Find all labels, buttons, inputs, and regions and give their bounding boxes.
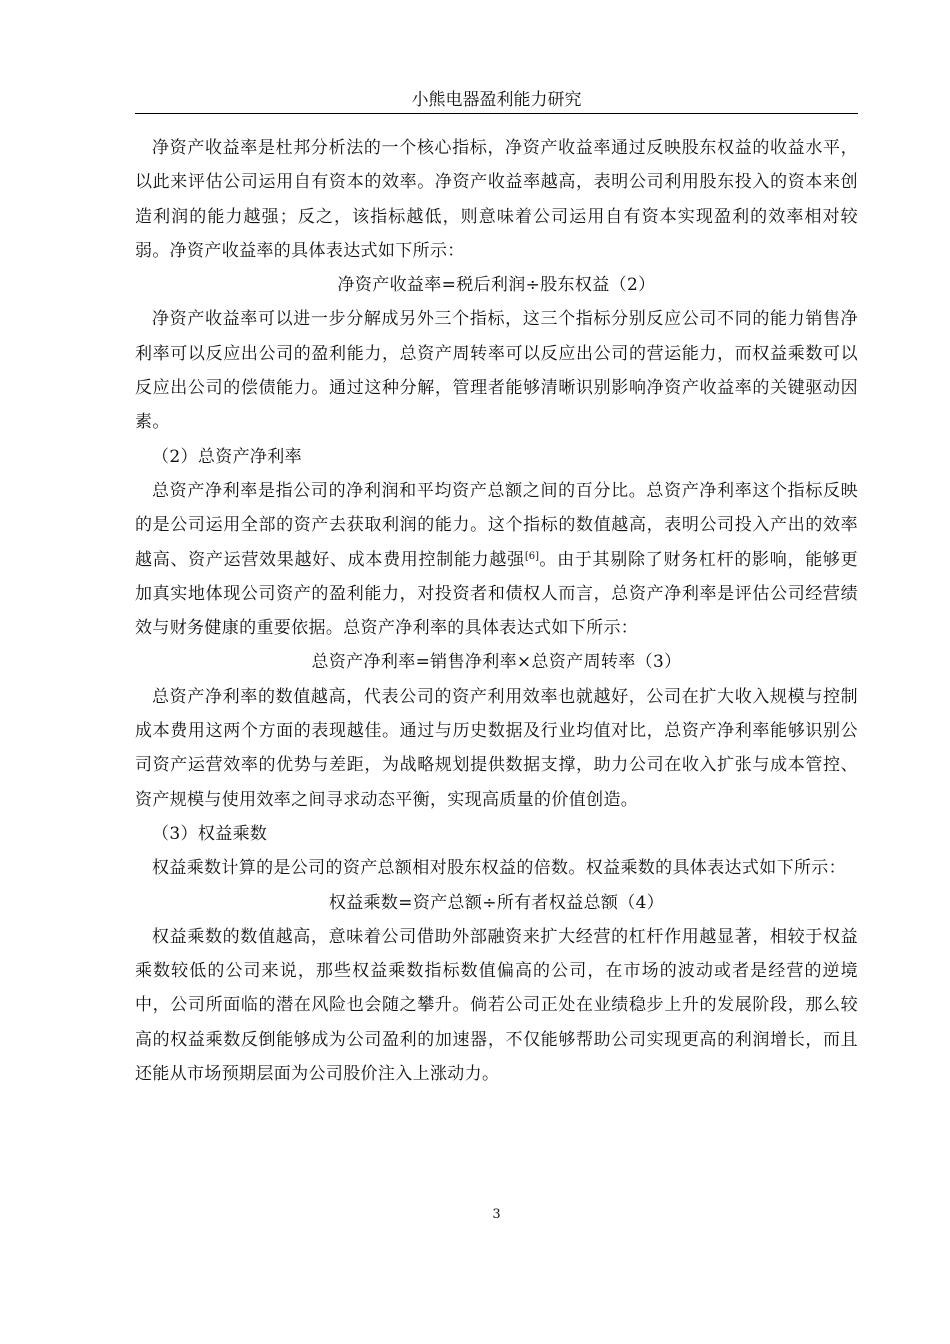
document-body bbox=[135, 131, 858, 1091]
running-header: 小熊电器盈利能力研究 bbox=[411, 90, 582, 110]
section-heading-equity-multiplier: （3）权益乘数 bbox=[152, 823, 268, 844]
paragraph-roe-decomposition: 净资产收益率可以进一步分解成另外三个指标，这三个指标分别反应公司不同的能力销售净利率可以反应出公司的盈利能力，总资产周转率可以反应出公司的营运能力，而权益乘数可以反应出公司的偿债能力。通过这种分解，管理者能够清晰识别影响净资产收益率的关键驱动因素。 bbox=[135, 309, 858, 433]
paragraph-roa-text-1: 总资产净利率是指公司的净利润和平均资产总额之间的百分比。总资产净利率这个指标反映的是公司运用全部的资产去获取利润的能力。这个指标的数值越高，表明公司投入产出的效率越高、资产运营效果越好、成本费用控制能力越强 bbox=[135, 480, 858, 570]
header-rule bbox=[135, 113, 858, 114]
page-number: 3 bbox=[492, 1207, 501, 1222]
formula-3: 总资产净利率=销售净利率×总资产周转率（3） bbox=[311, 652, 682, 673]
paragraph-roa-definition bbox=[135, 474, 858, 645]
citation-6: [6] bbox=[524, 550, 540, 562]
paragraph-roe-definition: 净资产收益率是杜邦分析法的一个核心指标，净资产收益率通过反映股东权益的收益水平，以此来评估公司运用自有资本的效率。净资产收益率越高，表明公司利用股东投入的资本来创造利润的能力越强；反之，该指标越低，则意味着公司运用自有资本实现盈利的效率相对较弱。净资产收益率的具体表达式如下所示： bbox=[135, 138, 858, 261]
section-heading-roa: （2）总资产净利率 bbox=[152, 446, 302, 467]
paragraph-equity-multiplier-definition: 权益乘数计算的是公司的资产总额相对股东权益的倍数。权益乘数的具体表达式如下所示： bbox=[152, 858, 846, 879]
formula-2: 净资产收益率=税后利润÷股东权益（2） bbox=[337, 275, 656, 296]
paragraph-roa-interpretation: 总资产净利率的数值越高，代表公司的资产利用效率也就越好，公司在扩大收入规模与控制成本费用这两个方面的表现越佳。通过与历史数据及行业均值对比，总资产净利率能够识别公司资产运营效率的优势与差距，为战略规划提供数据支撑，助力公司在收入扩张与成本管控、资产规模与使用效率之间寻求动态平衡，实现高质量的价值创造。 bbox=[135, 686, 858, 810]
paragraph-equity-multiplier-interpretation: 权益乘数的数值越高，意味着公司借助外部融资来扩大经营的杠杆作用越显著，相较于权益乘数较低的公司来说，那些权益乘数指标数值偏高的公司，在市场的波动或者是经营的逆境中，公司所面临的潜在风险也会随之攀升。倘若公司正处在业绩稳步上升的发展阶段，那么较高的权益乘数反倒能够成为公司盈利的加速器，不仅能够帮助公司实现更高的利润增长，而且还能从市场预期层面为公司股价注入上涨动力。 bbox=[135, 926, 858, 1085]
paragraph-roa-text-2: 。由于其剔除了财务杠杆的影响，能够更加真实地体现公司资产的盈利能力，对投资者和债权人而言，总资产净利率是评估公司经营绩效与财务健康的重要依据。总资产净利率的具体表达式如下所示： bbox=[135, 549, 858, 639]
formula-4: 权益乘数=资产总额÷所有者权益总额（4） bbox=[328, 892, 665, 913]
